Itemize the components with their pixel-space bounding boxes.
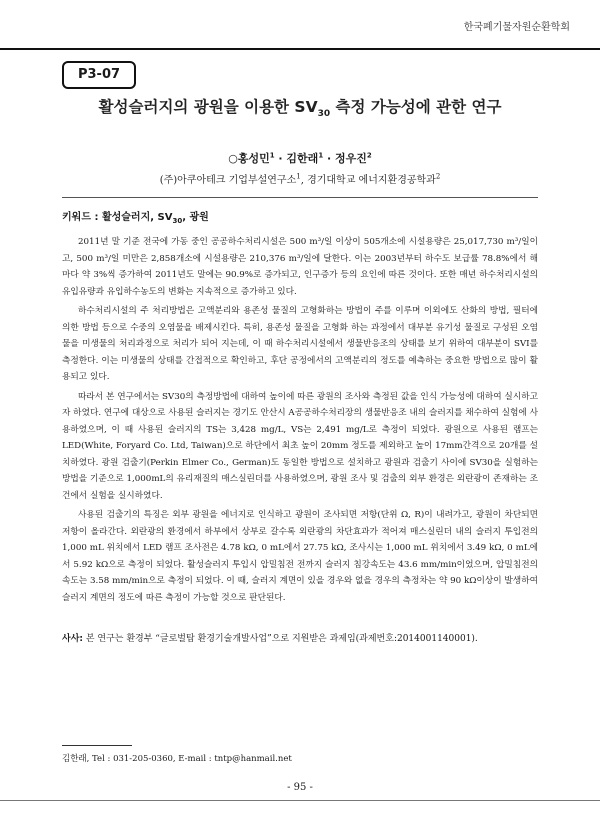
header-rule xyxy=(0,48,600,50)
author-1-affil: 1 xyxy=(269,151,275,160)
keywords-label: 키워드 : xyxy=(62,212,102,223)
affiliation-1: (주)아쿠아테크 기업부설연구소 xyxy=(159,175,297,186)
paragraph-2: 하수처리시설의 주 처리방법은 고액분리와 용존성 물질의 고형화하는 방법이 주를 이루며 이외에도 산화의 방법, 필터에 의한 방법 등으로 수중의 오염물을 배제시킨다. 특히, 용존성 물질을 고형화 하는 과정에서 대부분 유기성 물질로 구성된 오염물을 미생물의 처리과정으로 처리가 되어 지는데, 이 때 하수처리시설에서 생물반응조의 상태를 보기 위하여 대부분이 SVI를 측정한다. 이는 미생물의 상태를 간접적으로 확인하고, 후단 공정에서의 고액분리의 정도를 예측하는 중요한 방법으로 많이 활용되고 있다. xyxy=(62,306,538,382)
paper-title xyxy=(0,95,600,119)
section-divider xyxy=(62,197,538,198)
presenter-marker: ○ xyxy=(228,152,238,165)
affiliation-2: 경기대학교 에너지환경공학과 xyxy=(307,175,436,186)
keywords xyxy=(62,208,209,225)
paragraph-3: 따라서 본 연구에서는 SV30의 측정방법에 대하여 높이에 따른 광원의 조사와 측정된 값을 인식 가능성에 대하여 실시하고자 하였다. 연구에 대상으로 사용된 슬러지는 경기도 안산시 A공공하수처리장의 생물반응조 내의 슬러지를 채수하여 실험에 사용하였으며, 이 때 사용된 슬러지의 TS는 3,428 mg/L, VS는 2,491 mg/L로 측정이 되었다. 광원으로 사용된 램프는 LED(White, Foryard Co. Ltd, Taiwan)으로 하단에서 최초 높이 20mm 정도를 제외하고 높이 17mm간격으로 20개를 설치하였다. 광원 검출기(Perkin Elmer Co., German)도 동일한 방법으로 설치하고 광원과 검출기 사이에 SV30을 실험하는 방법을 기준으로 1,000mL의 유리재질의 매스실린더를 사용하였으며, 광원 조사 및 검출의 외부 환경은 외란광이 존재하는 조건에서 실험을 실시하였다. xyxy=(62,391,538,501)
acknowledgment xyxy=(62,632,538,646)
footer-rule xyxy=(0,800,600,801)
author-2: 김한래 xyxy=(286,152,319,165)
author-separator: · xyxy=(323,152,336,165)
acknowledgment-text: 본 연구는 환경부 “글로벌탑 환경기술개발사업”으로 지원받은 과제임(과제번호:2014001140001). xyxy=(83,634,478,644)
acknowledgment-label: 사사: xyxy=(62,634,83,644)
author-separator: · xyxy=(274,152,287,165)
paragraph-1: 2011년 말 기준 전국에 가동 중인 공공하수처리시설은 500 m³/일 이상이 505개소에 시설용량은 25,017,730 m³/일이고, 500 m³/일 미만은 2,858개소에 시설용량은 210,376 m³/일에 달한다. 이는 2003년부터 하수도 보급률 78.8%에서 해마다 약 3%씩 증가하여 2011년도 말에는 90.9%로 증가되고, 인구증가 등의 요인에 따른 것이다. 또한 매년 하수처리시설의 유입유량과 유입하수농도의 변화는 지속적으로 증가하고 있다. xyxy=(62,237,538,297)
title-part-2: 측정 가능성에 관한 연구 xyxy=(330,98,502,116)
society-name: 한국폐기물자원순환학회 xyxy=(463,22,570,33)
poster-id-badge: P3-07 xyxy=(62,61,136,89)
author-3: 정우진 xyxy=(335,152,367,165)
author-1: 홍성민 xyxy=(237,152,270,165)
abstract-body xyxy=(62,234,538,609)
author-list xyxy=(0,150,600,166)
keyword-subscript: 30 xyxy=(172,217,183,225)
title-part-1: 활성슬러지의 광원을 이용한 SV xyxy=(98,98,318,116)
contact-footnote: 김한래, Tel : 031-205-0360, E-mail : tntp@hanmail.net xyxy=(62,754,292,764)
title-subscript: 30 xyxy=(317,109,331,120)
affiliations xyxy=(0,171,600,186)
author-3-affil: 2 xyxy=(366,151,372,160)
author-2-affil: 1 xyxy=(318,151,324,160)
keyword-2: , 광원 xyxy=(182,212,209,223)
page-number: - 95 - xyxy=(287,782,313,793)
keyword-1: 활성슬러지, SV xyxy=(101,212,173,223)
affiliation-separator: , xyxy=(300,175,308,186)
affiliation-1-mark: 1 xyxy=(296,172,301,181)
affiliation-2-mark: 2 xyxy=(435,172,441,181)
paragraph-4: 사용된 검출기의 특징은 외부 광원을 에너지로 인식하고 광원이 조사되면 저항(단위 Ω, R)이 내려가고, 광원이 차단되면 저항이 올라간다. 외란광의 환경에서 하부에서 상부로 갈수록 외란광의 차단효과가 적어져 매스실린더 내의 슬러지 투입전의 1,000 mL 위치에서 LED 램프 조사전은 4.78 kΩ, 0 mL에서 27.75 kΩ, 조사시는 1,000 mL 위치에서 3.49 kΩ, 0 mL에서 5.92 kΩ으로 측정이 되었다. 활성슬러지 투입시 압밀침전 전까지 슬러지 침강속도는 43.6 mm/min이었으며, 압밀침전의 속도는 3.58 mm/min으로 측정이 되었다. 이 때, 슬러지 계면이 있을 경우와 없을 경우의 측정차는 약 90 kΩ이상이 발생하여 슬러지 계면의 정도에 따른 측정이 가능할 것으로 판단된다. xyxy=(62,510,538,603)
footnote-rule xyxy=(62,745,132,746)
